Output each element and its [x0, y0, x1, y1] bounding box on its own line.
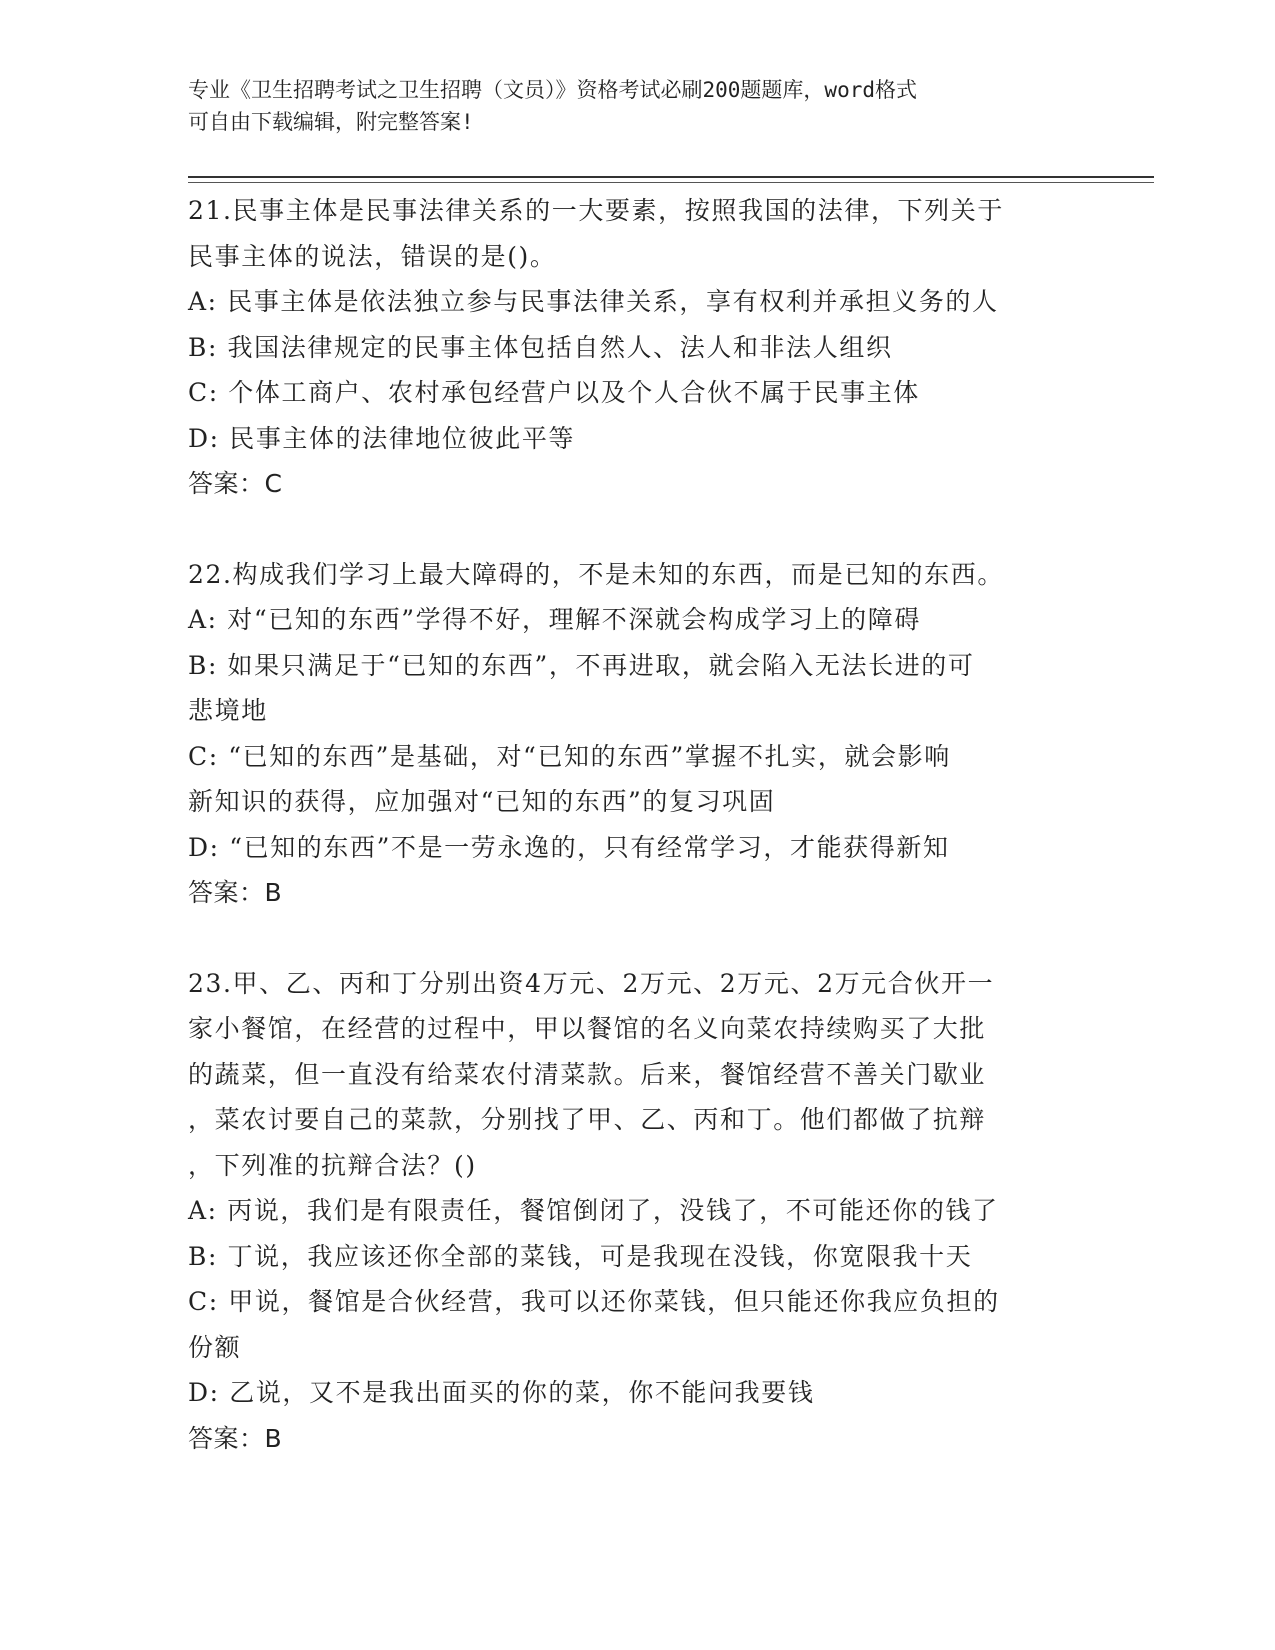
option-d: D: 民事主体的法律地位彼此平等 [188, 423, 576, 453]
header-divider-thin [188, 182, 1154, 183]
question-stem-line: ，菜农讨要自己的菜款，分别找了甲、乙、丙和丁。他们都做了抗辩 [188, 1105, 987, 1134]
option-a: A: 丙说，我们是有限责任，餐馆倒闭了，没钱了，不可能还你的钱了 [188, 1196, 999, 1225]
question-23 [188, 961, 1078, 1462]
header-divider-thick [188, 176, 1154, 178]
question-list [188, 188, 1078, 1461]
question-stem-line: 民事主体的说法，错误的是()。 [188, 241, 557, 271]
question-21 [188, 188, 1078, 507]
answer-line: 答案：B [188, 1423, 283, 1453]
option-b: B: 丁说，我应该还你全部的菜钱，可是我现在没钱，你宽限我十天 [188, 1241, 973, 1271]
question-stem-line: ，下列准的抗辩合法？() [188, 1150, 477, 1180]
question-22 [188, 552, 1078, 916]
option-b-continued: 悲境地 [188, 696, 268, 725]
option-c-continued: 新知识的获得，应加强对“已知的东西”的复习巩固 [188, 787, 776, 816]
document-header [188, 74, 1088, 138]
header-line-1: 专业《卫生招聘考试之卫生招聘（文员）》资格考试必刷200题题库，word格式 [188, 78, 917, 102]
option-d: D: “已知的东西”不是一劳永逸的，只有经常学习，才能获得新知 [188, 832, 950, 862]
answer-line: 答案：C [188, 469, 283, 498]
question-stem-line: 22.构成我们学习上最大障碍的，不是未知的东西，而是已知的东西。 [188, 559, 1004, 589]
option-d: D: 乙说，又不是我出面买的你的菜，你不能问我要钱 [188, 1378, 815, 1407]
question-stem-line: 的蔬菜，但一直没有给菜农付清菜款。后来，餐馆经营不善关门歇业 [188, 1059, 987, 1089]
option-c-continued: 份额 [188, 1332, 242, 1362]
option-a: A: 对“已知的东西”学得不好，理解不深就会构成学习上的障碍 [188, 605, 921, 634]
question-stem-line: 23.甲、乙、丙和丁分别出资4万元、2万元、2万元、2万元合伙开一 [188, 968, 995, 998]
option-a: A: 民事主体是依法独立参与民事法律关系，享有权利并承担义务的人 [188, 287, 999, 316]
option-c: C: “已知的东西”是基础，对“已知的东西”掌握不扎实，就会影响 [188, 741, 951, 771]
question-stem-line: 21.民事主体是民事法律关系的一大要素，按照我国的法律，下列关于 [188, 196, 1004, 225]
option-c: C: 甲说，餐馆是合伙经营，我可以还你菜钱，但只能还你我应负担的 [188, 1287, 1000, 1316]
option-b: B: 如果只满足于“已知的东西”，不再进取，就会陷入无法长进的可 [188, 650, 975, 680]
answer-line: 答案：B [188, 878, 283, 907]
option-c: C: 个体工商户、农村承包经营户以及个人合伙不属于民事主体 [188, 378, 920, 407]
option-b: B: 我国法律规定的民事主体包括自然人、法人和非法人组织 [188, 332, 893, 362]
question-stem-line: 家小餐馆，在经营的过程中，甲以餐馆的名义向菜农持续购买了大批 [188, 1014, 987, 1043]
header-line-2: 可自由下载编辑，附完整答案! [188, 110, 474, 134]
